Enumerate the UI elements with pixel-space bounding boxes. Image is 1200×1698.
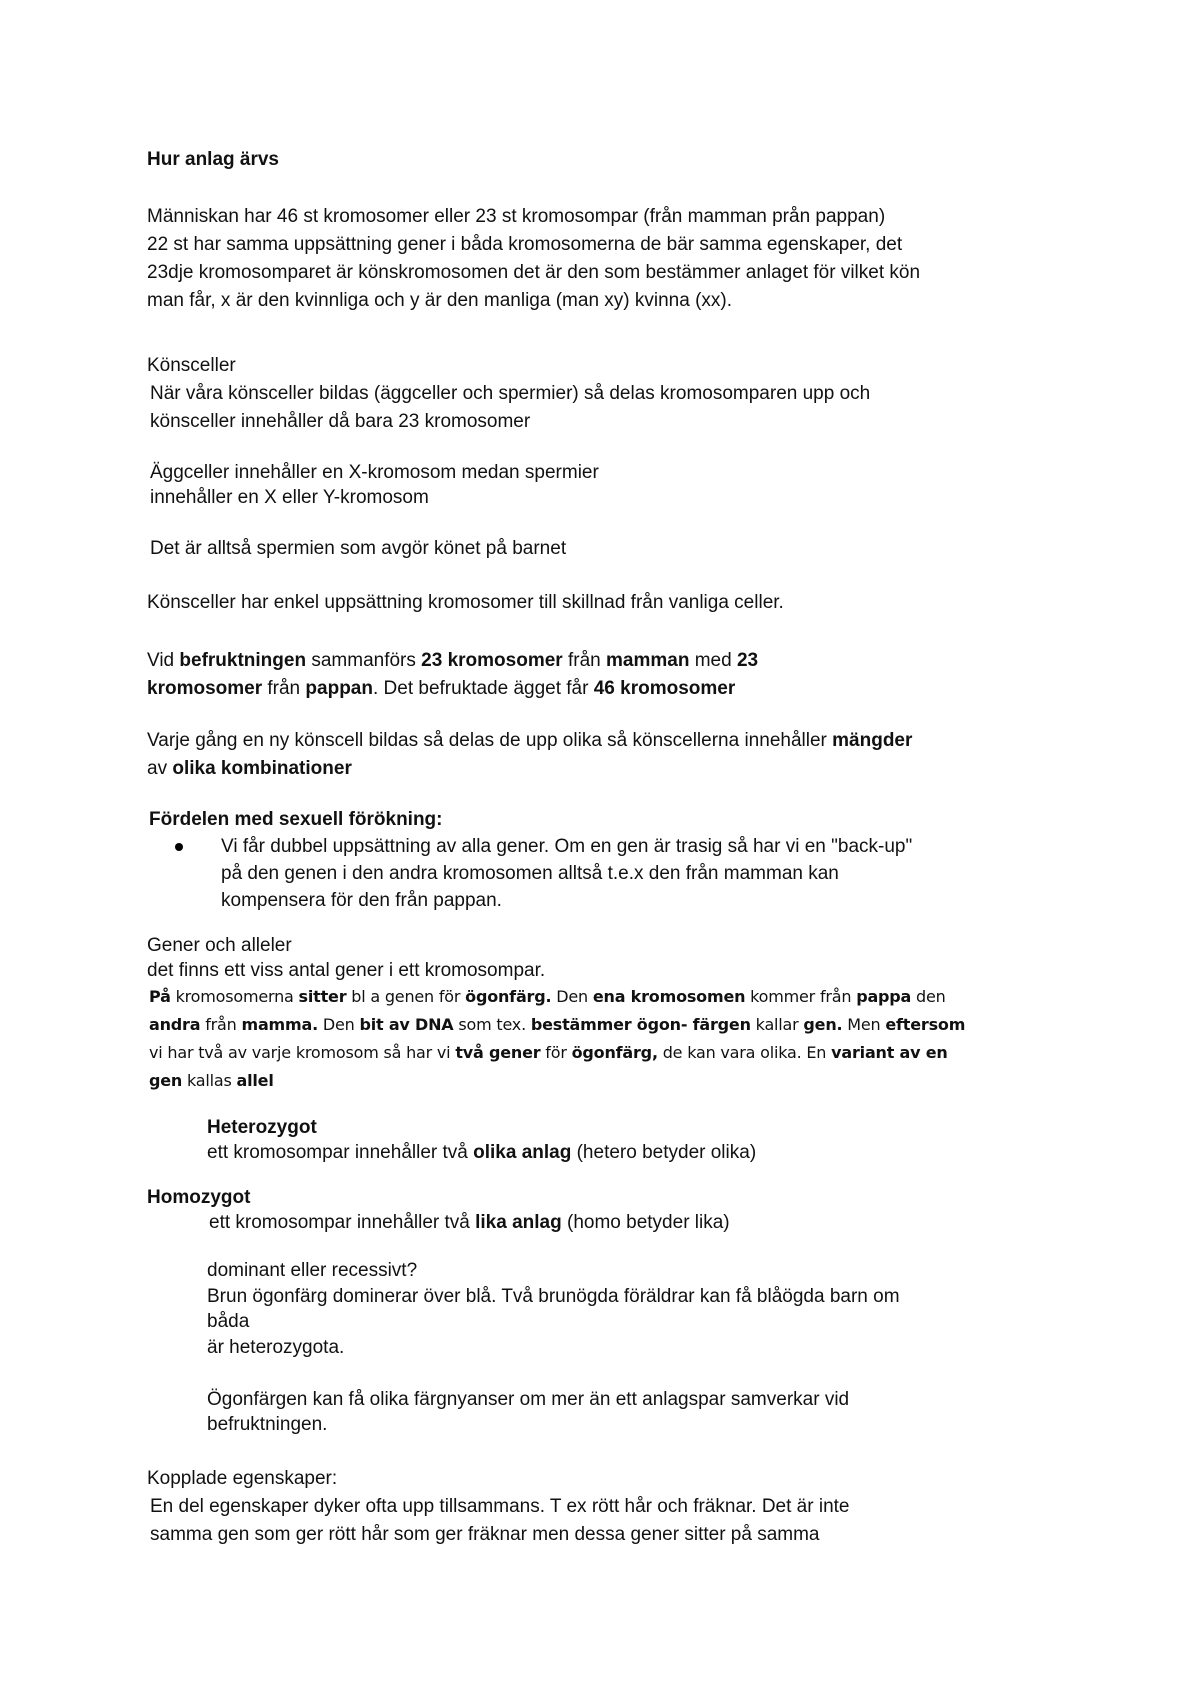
bold-run: ögonfärg, [571, 1043, 658, 1062]
text-line: Brun ögonfärg dominerar över blå. Två brunögda föräldrar kan få blåögda barn om [207, 1285, 900, 1307]
bold-run: andra [149, 1015, 201, 1034]
section-heading: Könsceller [147, 355, 236, 376]
text-run: bl a genen för [346, 987, 466, 1006]
kopplade-section [147, 1465, 1077, 1549]
bold-run: befruktningen [179, 650, 307, 671]
ogonfargen-paragraph [207, 1387, 1137, 1437]
bold-run: 46 kromosomer [593, 678, 736, 699]
konsceller-section [147, 352, 1077, 436]
text-run: från [262, 678, 306, 699]
text-run: från [200, 1015, 242, 1034]
text-run: (homo betyder lika) [561, 1212, 730, 1233]
text-run: Den [551, 987, 593, 1006]
text-line: Äggceller innehåller en X-kromosom medan spermier [150, 462, 599, 483]
text-line: det finns ett viss antal gener i ett kromosompar. [147, 960, 546, 981]
bold-run: pappan [305, 678, 373, 699]
bold-run: eftersom [885, 1015, 966, 1034]
homozygot-section [147, 1185, 1077, 1235]
bold-run: mängder [832, 730, 913, 751]
heterozygot-section [207, 1115, 1137, 1165]
text-line: 23dje kromosomparet är könskromosomen det är den som bestämmer anlaget för vilket kön [147, 262, 921, 283]
bold-run: På [149, 987, 171, 1006]
bold-run: variant av en [831, 1043, 948, 1062]
section-heading: Homozygot [147, 1187, 251, 1208]
bold-run: ögonfärg. [465, 987, 552, 1006]
text-line: dominant eller recessivt? [207, 1260, 418, 1281]
text-line: En del egenskaper dyker ofta upp tillsammans. T ex rött hår och fräknar. Det är inte [150, 1496, 850, 1517]
spermien-paragraph: Det är alltså spermien som avgör könet på barnet [150, 538, 567, 559]
bold-run: olika anlag [473, 1142, 572, 1163]
text-run: Varje gång en ny könscell bildas så delas de upp olika så könscellerna innehåller [147, 730, 833, 751]
bold-run: lika anlag [475, 1212, 562, 1233]
text-run: från [562, 650, 606, 671]
text-run: kromosomerna [170, 987, 299, 1006]
bold-run: bit av DNA [359, 1015, 454, 1034]
text-run: vi har två av varje kromosom så har vi [149, 1043, 456, 1062]
text-line: 22 st har samma uppsättning gener i båda kromosomerna de bär samma egenskaper, det [147, 234, 903, 255]
text-line: befruktningen. [207, 1414, 328, 1435]
text-line: är heterozygota. [207, 1336, 345, 1358]
bold-run: 23 [736, 650, 759, 671]
text-run: Den [317, 1015, 360, 1034]
bullet-icon [175, 843, 183, 851]
aggceller-paragraph [150, 460, 1080, 510]
intro-paragraph [147, 203, 1077, 315]
text-run: kallar [750, 1015, 804, 1034]
text-line: båda [207, 1311, 250, 1332]
varje-paragraph [147, 727, 1077, 783]
page-title: Hur anlag ärvs [147, 149, 279, 170]
text-line: könsceller innehåller då bara 23 kromosomer [150, 411, 531, 432]
bold-run: sitter [298, 987, 347, 1006]
bold-run: mamman [606, 650, 690, 671]
section-heading: Heterozygot [207, 1117, 317, 1138]
dominant-paragraph [207, 1258, 1137, 1360]
bold-run: 23 kromosomer [421, 650, 563, 671]
text-line: man får, x är den kvinnliga och y är den manliga (man xy) kvinna (xx). [147, 290, 733, 311]
text-run: med [689, 650, 737, 671]
text-run: som tex. [453, 1015, 531, 1034]
bold-run: olika kombinationer [172, 758, 352, 779]
text-run: den [911, 987, 946, 1006]
text-run: ett kromosompar innehåller två [209, 1212, 476, 1233]
text-run: (hetero betyder olika) [571, 1142, 757, 1163]
text-run: av [147, 758, 173, 779]
section-heading: Gener och alleler [147, 935, 292, 956]
bold-run: pappa [856, 987, 912, 1006]
text-run: kallas [182, 1071, 237, 1090]
text-line: innehåller en X eller Y-kromosom [150, 487, 429, 508]
text-run: sammanförs [306, 650, 422, 671]
text-run: för [540, 1043, 572, 1062]
bold-run: gen. [803, 1015, 843, 1034]
gener-section [147, 933, 1077, 983]
text-line: Vi får dubbel uppsättning av alla gener. Om en gen är trasig så har vi en "back-up" [221, 836, 913, 857]
section-heading: Kopplade egenskaper: [147, 1468, 338, 1489]
text-line: samma gen som ger rött hår som ger fräknar men dessa gener sitter på samma [150, 1524, 820, 1545]
bold-run: bestämmer ögon- färgen [530, 1015, 751, 1034]
list-item [149, 833, 1079, 914]
bold-run: kromosomer [147, 678, 263, 699]
text-line: När våra könsceller bildas (äggceller och spermier) så delas kromosomparen upp och [150, 383, 871, 404]
text-line: kompensera för den från pappan. [221, 890, 502, 911]
text-run: kommer från [745, 987, 857, 1006]
bold-run: två gener [455, 1043, 541, 1062]
section-heading: Fördelen med sexuell förökning: [149, 809, 443, 830]
fordelen-section [149, 806, 1079, 914]
text-run: . Det befruktade ägget får [372, 678, 594, 699]
text-run: Vid [147, 650, 180, 671]
text-run: ett kromosompar innehåller två [207, 1142, 474, 1163]
enkel-paragraph: Könsceller har enkel uppsättning kromosomer till skillnad från vanliga celler. [147, 592, 784, 613]
bold-run: mamma. [241, 1015, 318, 1034]
text-run: Men [842, 1015, 886, 1034]
text-line: på den genen i den andra kromosomen alltså t.e.x den från mamman kan [221, 863, 839, 884]
bold-run: gen [149, 1071, 183, 1090]
befruktning-paragraph [147, 647, 1077, 703]
text-line: Människan har 46 st kromosomer eller 23 st kromosompar (från mamman prån pappan) [147, 206, 886, 227]
gener-calibri-paragraph [149, 983, 1079, 1095]
text-run: de kan vara olika. En [657, 1043, 832, 1062]
bold-run: ena kromosomen [592, 987, 746, 1006]
text-line: Ögonfärgen kan få olika färgnyanser om mer än ett anlagspar samverkar vid [207, 1389, 850, 1410]
bold-run: allel [236, 1071, 274, 1090]
